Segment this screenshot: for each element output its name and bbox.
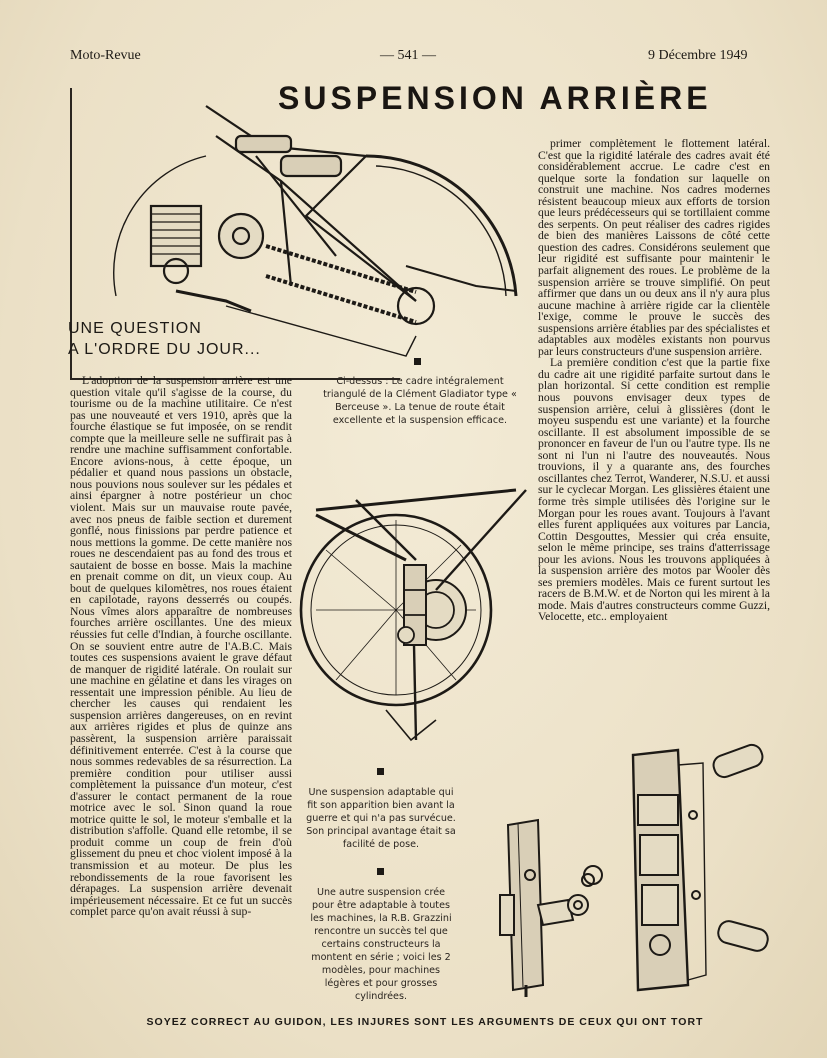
article-subheading: [68, 318, 328, 360]
text-column-right: [538, 138, 770, 720]
separator-square: [377, 868, 384, 875]
subheading-line-1: UNE QUESTION: [68, 320, 202, 337]
caption-bottom: Une autre suspension crée pour être adaptable à toutes les machines, la R.B. Grazzini rencontre un succès tel que certains constructeurs la montent en série ; voici les 2 modèles, pour machines légères et pour grosses cylindrées.: [310, 887, 452, 1002]
caption-middle: Une suspension adaptable qui fit son apparition bien avant la guerre et qui n'a pas survécue. Son principal avantage était sa facilité de pose.: [306, 787, 456, 850]
subheading-line-2: A L'ORDRE DU JOUR...: [68, 341, 261, 358]
footer-slogan: SOYEZ CORRECT AU GUIDON, LES INJURES SONT LES ARGUMENTS DE CEUX QUI ONT TORT: [146, 1016, 704, 1028]
separator-square: [377, 768, 384, 775]
article-title: SUSPENSION ARRIÈRE: [278, 80, 712, 116]
paragraph: primer complètement le flottement latéral. C'est que la rigidité latérale des cadres avait été considérablement accrue. Le cadre c'est en quelque sorte la fondation sur laquelle on construit une machine. Nos cadres modernes résistent beaucoup mieux aux efforts de torsion que leurs prédécesseurs qui se tortillaient comme des serpents. On peut réaliser des cadres rigides de bien des manières Laissons de côté cette question des cadres. Considérons seulement que leur rigidité est suffisante pour maintenir le parfait alignement des roues. Le problème de la suspension arrière se trouve simplifié. On peut affirmer que dans un ou deux ans il n'y aura plus aucune machine à arrière rigide car la clientèle l'exige, comme le prouve le succès des suspensions arrière établies par des spécialistes et adaptables aux modèles existants non pourvus par leurs constructeurs d'une suspension arrière.: [538, 138, 770, 358]
caption-top: Ci-dessus : Le cadre intégralement triangulé de la Clément Gladiator type « Berceuse ». La tenue de route était excellente et la suspension efficace.: [323, 376, 517, 426]
suspension-units-drawing: [478, 735, 778, 1000]
magazine-name: Moto-Revue: [70, 48, 141, 63]
text-column-left: [70, 375, 292, 997]
rear-suspension-drawing: [296, 470, 536, 760]
separator-square: [414, 358, 421, 365]
page-number: — 541 —: [380, 48, 436, 63]
paragraph: La première condition c'est que la partie fixe du cadre ait une rigidité parfaite surtout dans le plan horizontal. Si cette condition est remplie nous pouvons envisager deux types de suspension arrière, celui à glissières (dont le moyeu suspendu est une variante) et la fourche oscillante. Il est absolument impossible de se prononcer en faveur de l'un ou l'autre type. Ils ne sont ni l'un ni l'autre des nouveautés. Nous trouvions, il y a quarante ans, des fourches oscillantes chez Terrot, Wanderer, N.S.U. et aussi sur le cyclecar Morgan. Les glissières étaient une forme très simple utilisées dès l'origine sur le Morgan pour les roues avant. Toujours à l'avant elles furent appliquées aux voitures par Lancia, Cottin Desgouttes, Messier qui créa ensuite, selon le même principe, ses trains d'atterrissage pour les avions. Nous les trouvons appliquées à la suspension arrière des motos par Wooler dès ses premiers modèles. Mais ce furent surtout les racers de B.M.W. et de Norton qui les mirent à la mode. Mais d'autres constructeurs comme Guzzi, Velocette, etc.. employaient: [538, 356, 770, 624]
issue-date: 9 Décembre 1949: [648, 48, 748, 63]
paragraph: L'adoption de la suspension arrière est une question vitale qu'il s'agisse de la course, du tourisme ou de la machine utilitaire. Ce n'est pas une nouveauté et vers 1910, après que la fourche élastique se fut imposée, on se rendit compte que la meilleure selle ne suffirait pas à rendre une machine suffisamment confortable. Encore avions-nous, à cette époque, un pédalier et quand nous passions un obstacle, nous pouvions nous soulever sur les pédales et ainsi épargner à notre postérieur un choc violent. Mais sur un mauvaise route pavée, avec nos pneus de faible section et durement gonflé, nous finissions par perdre patience et nous mettions la gomme. De cette manière nos roues ne descendaient pas au fond des trous et sautaient de bosse en bosse. Mais la machine en prenait comme on dit, un vieux coup. Au bout de quelques kilomètres, nos roues étaient en capilotade, rayons desserrés ou coupés. Nous vîmes alors apparaître de nombreuses fourches arrière oscillantes. Une des mieux réussies fut celle d'Indian, à fourche oscillante. On se souvient entre autre de l'A.B.C. Mais toutes ces suspensions avaient le grave défaut de manquer de rigidité latérale. On roulait sur une machine en gélatine et dans les virages on ressentait une impression pénible. Au lieu de chercher les causes qui rendaient les suspension arrières dangereuses, on en revint aux arrières rigides et plus de quinze ans passèrent, la suspension arrière paraissait définitivement enterrée. C'est à la course que nous sommes redevables de sa résurrection. La première condition pour utiliser aussi complètement la puissance d'un moteur, c'est d'assurer le contact permanent de la roue motrice avec le sol. Sinon quand la roue motrice quitte le sol, le moteur s'emballe et la distribution s'affolle. Quand elle retombe, il se produit comme un coup de frein d'où glissement du pneu et choc violent imposé à la transmission et au moteur. De plus les rebondissements de la roue favorisent les dérapages. La suspension arrière devenait impérieusement nécessaire. Et ce fut un succès complet parce qu'on avait réussi à sup-: [70, 375, 292, 919]
